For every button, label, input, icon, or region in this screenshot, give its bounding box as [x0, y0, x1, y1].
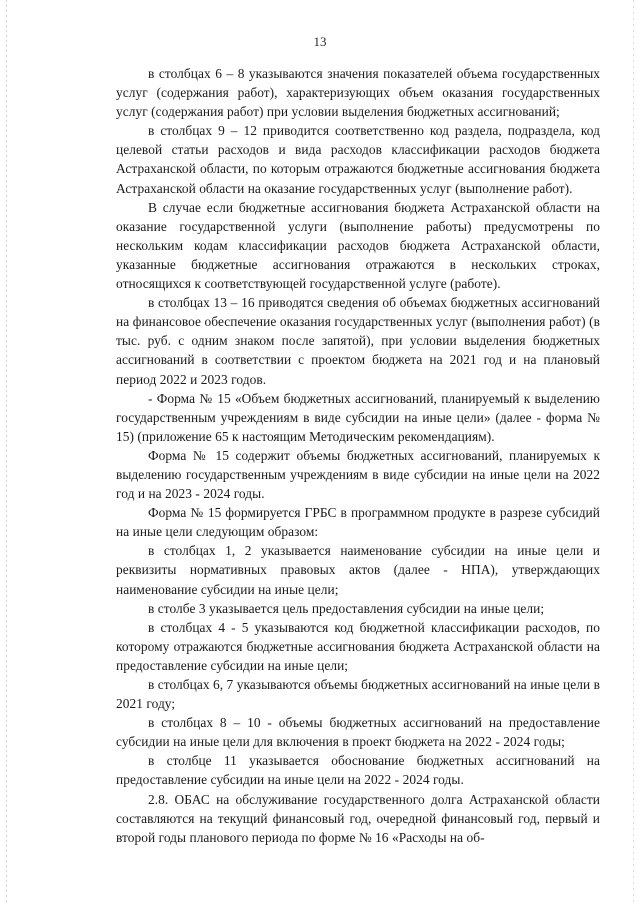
paragraph-multiple-codes: В случае если бюджетные ассигнования бюджета Астраханской области на оказание государственной услуги (выполнение работы) предусмотрены по нескольким кодам классификации расходов бюджета Астраханской области, указанные бюджетные ассигнования отражаются в нескольких строках, относящихся к соответствующей государственной услуге (работе).	[116, 199, 600, 292]
scan-edge-left	[6, 0, 7, 905]
paragraph-columns-6-7: в столбцах 6, 7 указываются объемы бюджетных ассигнований на иные цели в 2021 году;	[116, 677, 600, 712]
paragraph-column-3: в столбе 3 указывается цель предоставления субсидии на иные цели;	[148, 600, 545, 616]
paragraph-form-15-title: - Форма № 15 «Объем бюджетных ассигнований, планируемый к выделению государственным учреждениям в виде субсидии на иные цели» (далее - форма № 15) (приложение 65 к настоящим Методическим рекомендациям).	[116, 390, 600, 444]
paragraph-section-2-8: 2.8. ОБАС на обслуживание государственного долга Астраханской области составляются на текущий финансовый год, очередной финансовый год, первый и второй годы планового периода по форме № 16 «Расходы на об-	[116, 791, 600, 845]
paragraph-form-15-formation: Форма № 15 формируется ГРБС в программном продукте в разрезе субсидий на иные цели следующим образом:	[116, 505, 600, 540]
document-body	[116, 64, 600, 847]
paragraph-columns-9-12: в столбцах 9 – 12 приводится соответственно код раздела, подраздела, код целевой статьи расходов и вида расходов классификации расходов бюджета Астраханской области, по которым отражаются бюджетные ассигнования бюджета Астраханской области на оказание государственных услуг (выполнение работ).	[116, 123, 600, 196]
scan-edge-right	[633, 0, 634, 905]
page-number: 13	[313, 34, 327, 49]
paragraph-columns-13-16: в столбцах 13 – 16 приводятся сведения об объемах бюджетных ассигнований на финансовое обеспечение оказания государственных услуг (выполнения работ) (в тыс. руб. с одним знаком после запятой), при условии выделения бюджетных ассигнований в соответствии с проектом бюджета на 2021 год и на плановый период 2022 и 2023 годов.	[116, 295, 600, 387]
paragraph-column-11: в столбце 11 указывается обоснование бюджетных ассигнований на предоставление субсидии на иные цели на 2022 - 2024 годы.	[116, 753, 600, 788]
paragraph-form-15-contents: Форма № 15 содержит объемы бюджетных ассигнований, планируемых к выделению государственным учреждениям в виде субсидии на иные цели на 2022 год и на 2023 - 2024 годы.	[116, 447, 600, 502]
paragraph-columns-1-2: в столбцах 1, 2 указывается наименование субсидии на иные цели и реквизиты нормативных правовых актов (далее - НПА), утверждающих наименование субсидии на иные цели;	[116, 543, 600, 597]
paragraph-columns-8-10: в столбцах 8 – 10 - объемы бюджетных ассигнований на предоставление субсидии на иные цели для включения в проект бюджета на 2022 - 2024 годы;	[116, 715, 600, 750]
paragraph-columns-6-8: в столбцах 6 – 8 указываются значения показателей объема государственных услуг (содержания работ), характеризующих объем оказания государственных услуг (содержания работ) при условии выделения бюджетных ассигнований;	[116, 66, 600, 120]
paragraph-columns-4-5: в столбцах 4 - 5 указываются код бюджетной классификации расходов, по которому отражаются бюджетные ассигнования бюджета Астраханской области на предоставление субсидии на иные цели;	[116, 619, 600, 673]
